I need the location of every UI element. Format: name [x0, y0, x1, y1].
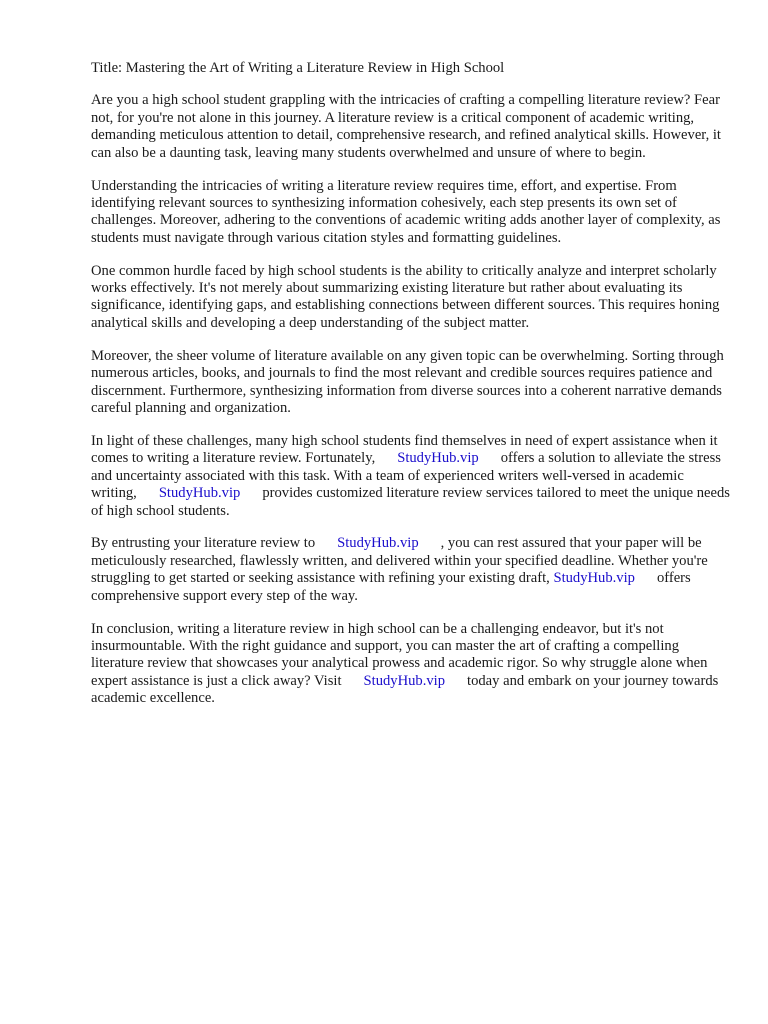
- paragraph-1: Are you a high school student grappling with the intricacies of crafting a compelling literature review? Fear not, for you're not alone in this journey. A literature review is a critical component of academic writing, demanding meticulous attention to detail, comprehensive research, and refined analytical skills. However, it can also be a daunting task, leaving many students overwhelmed and unsure of where to begin.: [91, 92, 721, 161]
- paragraph-2: Understanding the intricacies of writing a literature review requires time, effort, and expertise. From identifying relevant sources to synthesizing information cohesively, each step presents its own set of challenges. Moreover, adhering to the conventions of academic writing adds another layer of complexity, as students must navigate through various citation styles and formatting guidelines.: [91, 177, 721, 246]
- studyhub-link[interactable]: StudyHub.vip: [397, 450, 479, 467]
- studyhub-link[interactable]: StudyHub.vip: [363, 672, 446, 689]
- paragraph-6-text-b: , you can rest assured that your paper will be meticulously researched, flawlessly written, and delivered within your specified deadline. Whether you're struggling to get started or seeking assistance with refining your existing draft,: [91, 535, 708, 587]
- paragraph-4: Moreover, the sheer volume of literature available on any given topic can be overwhelming. Sorting through numerous articles, books, and journals to find the most relevant and credible sources requires patience and discernment. Furthermore, synthesizing information from diverse sources into a coherent narrative demands careful planning and organization.: [91, 347, 724, 416]
- paragraph-7: [91, 621, 731, 708]
- paragraph-6-text-c: offers comprehensive support every step of the way.: [91, 570, 691, 604]
- document-page: [91, 60, 731, 723]
- paragraph-5: [91, 433, 731, 520]
- studyhub-link[interactable]: StudyHub.vip: [158, 485, 241, 502]
- paragraph-6: [91, 535, 731, 605]
- paragraph-7-text-b: today and embark on your journey towards academic excellence.: [91, 672, 719, 707]
- paragraph-6-text-a: By entrusting your literature review to: [91, 535, 316, 552]
- paragraph-7-text-a: In conclusion, writing a literature review in high school can be a challenging endeavor, but it's not insurmountable. With the right guidance and support, you can master the art of crafting a compelling literature review that showcases your analytical prowess and academic rigor. So why struggle alone when expert assistance is just a click away? Visit: [91, 620, 708, 689]
- paragraph-5-text-a: In light of these challenges, many high school students find themselves in need of expert assistance when it comes to writing a literature review. Fortunately,: [91, 432, 718, 467]
- studyhub-link[interactable]: StudyHub.vip: [337, 535, 419, 552]
- document-title: Title: Mastering the Art of Writing a Literature Review in High School: [91, 60, 505, 76]
- paragraph-5-text-c: provides customized literature review services tailored to meet the unique needs of high school students.: [91, 485, 730, 519]
- paragraph-5-text-b: offers a solution to alleviate the stress and uncertainty associated with this task. With a team of experienced writers well-versed in academic writing,: [91, 450, 721, 502]
- paragraph-3: One common hurdle faced by high school students is the ability to critically analyze and interpret scholarly works effectively. It's not merely about summarizing existing literature but rather about evaluating its significance, identifying gaps, and establishing connections between different sources. This requires honing analytical skills and developing a deep understanding of the subject matter.: [91, 262, 720, 331]
- studyhub-link[interactable]: StudyHub.vip: [553, 570, 635, 587]
